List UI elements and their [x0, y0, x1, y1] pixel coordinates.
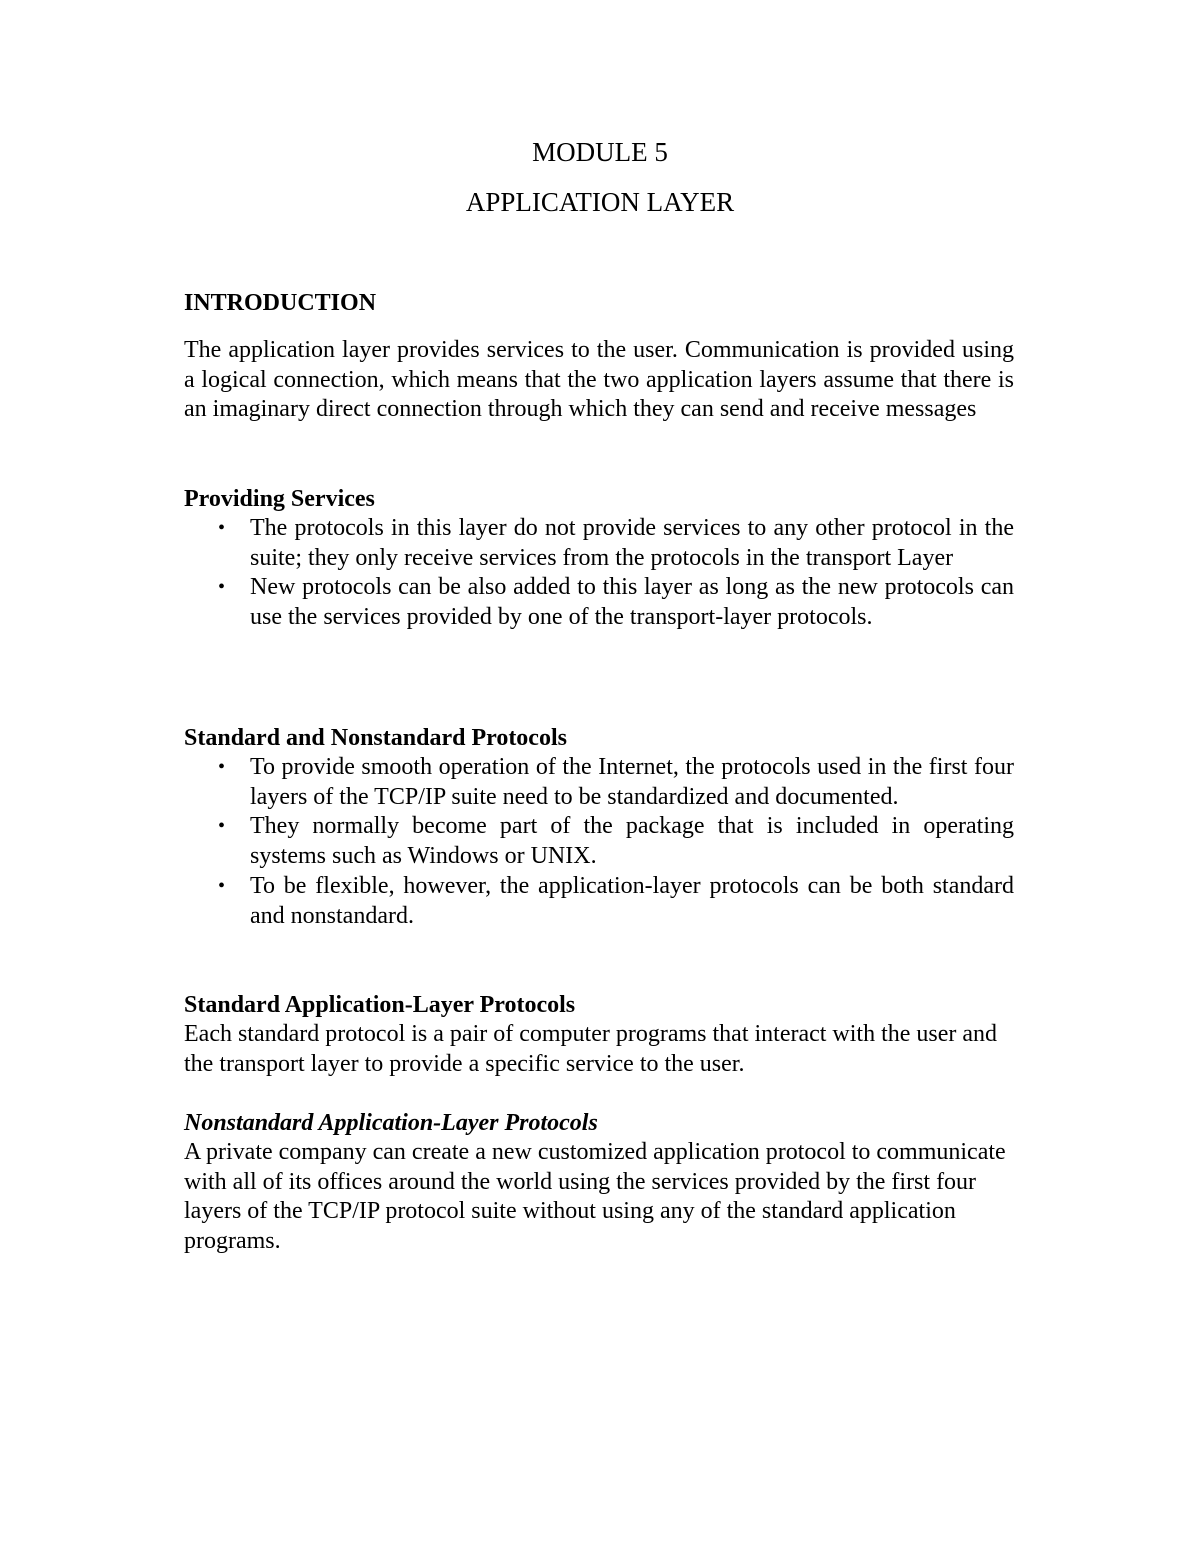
list-item-text: New protocols can be also added to this layer as long as the new protocols can use the services provided by one of the transport-layer protocols. — [250, 574, 1014, 631]
introduction-heading: INTRODUCTION — [184, 290, 377, 316]
list-item-text: The protocols in this layer do not provide services to any other protocol in the suite; they only receive services from the protocols in the transport Layer — [250, 515, 1014, 571]
list-item — [184, 514, 1014, 573]
standard-nonstandard-list — [184, 753, 1014, 931]
list-item — [184, 812, 1014, 871]
standard-app-layer-paragraph: Each standard protocol is a pair of computer programs that interact with the user and the transport layer to provide a specific service to the user. — [184, 1021, 998, 1077]
providing-services-heading: Providing Services — [184, 486, 375, 512]
nonstandard-app-layer-heading: Nonstandard Application-Layer Protocols — [184, 1110, 598, 1136]
list-item — [184, 573, 1014, 632]
standard-app-layer-heading: Standard Application-Layer Protocols — [184, 992, 576, 1018]
standard-nonstandard-heading: Standard and Nonstandard Protocols — [184, 725, 567, 751]
bullet-icon: • — [218, 756, 226, 778]
module-subtitle: APPLICATION LAYER — [465, 187, 735, 217]
list-item-text: To provide smooth operation of the Internet, the protocols used in the first four layers of the TCP/IP suite need to be standardized and documented. — [250, 754, 1014, 810]
bullet-icon: • — [218, 874, 226, 897]
introduction-paragraph: The application layer provides services to the user. Communication is provided using a logical connection, which means that the two application layers assume that there is an imaginary direct connection through which they can send and receive messages — [184, 337, 1014, 423]
list-item-text: To be flexible, however, the application-layer protocols can be both standard and nonstandard. — [250, 872, 1014, 929]
providing-services-list — [184, 514, 1014, 633]
list-item-text: They normally become part of the package that is included in operating systems such as Windows or UNIX. — [250, 813, 1014, 870]
list-item — [184, 753, 1014, 812]
bullet-icon: • — [218, 517, 226, 539]
bullet-icon: • — [218, 815, 226, 838]
module-title: MODULE 5 — [532, 137, 668, 167]
list-item — [184, 872, 1014, 931]
nonstandard-app-layer-paragraph: A private company can create a new customized application protocol to communicate with all of its offices around the world using the services provided by the first four layers of the TCP/IP protocol suite without using any of the standard application programs. — [184, 1139, 1006, 1255]
bullet-icon: • — [218, 576, 226, 599]
